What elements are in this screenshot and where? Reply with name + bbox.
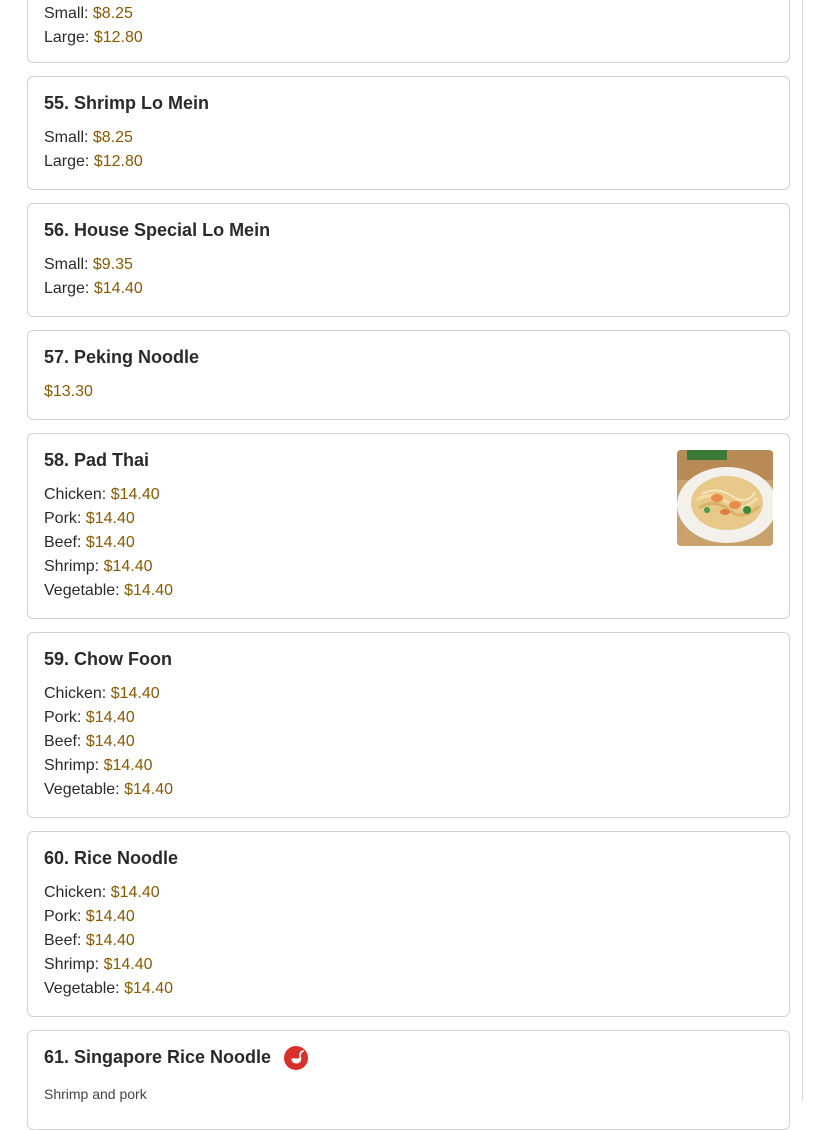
price-option: Large: $12.80 bbox=[44, 29, 143, 46]
item-title: 56. House Special Lo Mein bbox=[44, 220, 271, 240]
pad-thai-photo[interactable] bbox=[677, 450, 773, 546]
price-option: Small: $8.25 bbox=[44, 5, 133, 22]
price-option: Small: $8.25 bbox=[44, 129, 133, 146]
price-option: Vegetable: $14.40 bbox=[44, 781, 174, 798]
item-title: 55. Shrimp Lo Mein bbox=[44, 93, 210, 113]
menu-item-card[interactable] bbox=[27, 203, 790, 317]
item-title: 61. Singapore Rice Noodle bbox=[44, 1047, 272, 1067]
food-photo-icon bbox=[677, 450, 773, 546]
menu-item-card[interactable] bbox=[27, 1030, 790, 1130]
menu-item-card[interactable] bbox=[27, 433, 790, 619]
price-option: Chicken: $14.40 bbox=[44, 685, 160, 702]
price-option: Shrimp: $14.40 bbox=[44, 558, 153, 575]
price-option: Beef: $14.40 bbox=[44, 534, 135, 551]
price-option: Shrimp: $14.40 bbox=[44, 956, 153, 973]
item-title: 57. Peking Noodle bbox=[44, 347, 200, 367]
menu-item-card[interactable] bbox=[27, 831, 790, 1017]
price-option: Pork: $14.40 bbox=[44, 709, 135, 726]
price-option: Large: $12.80 bbox=[44, 153, 143, 170]
hot-pepper-icon bbox=[284, 1046, 308, 1070]
price-option: Small: $9.35 bbox=[44, 256, 133, 273]
price-option: Beef: $14.40 bbox=[44, 932, 135, 949]
price-option: Beef: $14.40 bbox=[44, 733, 135, 750]
item-title: 58. Pad Thai bbox=[44, 450, 150, 470]
item-title: 60. Rice Noodle bbox=[44, 848, 179, 868]
price-option: Shrimp: $14.40 bbox=[44, 757, 153, 774]
price-option: $13.30 bbox=[44, 383, 93, 400]
price-option: Large: $14.40 bbox=[44, 280, 143, 297]
item-title: 59. Chow Foon bbox=[44, 649, 172, 669]
scrollbar-track[interactable] bbox=[802, 0, 803, 1101]
menu-item-card[interactable] bbox=[27, 632, 790, 818]
item-title-row bbox=[44, 1045, 308, 1070]
price-option: Vegetable: $14.40 bbox=[44, 582, 174, 599]
item-description: Shrimp and pork bbox=[44, 1086, 147, 1102]
menu-item-card[interactable] bbox=[27, 0, 790, 63]
price-option: Pork: $14.40 bbox=[44, 510, 135, 527]
price-option: Vegetable: $14.40 bbox=[44, 980, 174, 997]
menu-item-card[interactable] bbox=[27, 330, 790, 420]
price-option: Chicken: $14.40 bbox=[44, 884, 160, 901]
price-option: Chicken: $14.40 bbox=[44, 486, 160, 503]
menu-item-card[interactable] bbox=[27, 76, 790, 190]
price-option: Pork: $14.40 bbox=[44, 908, 135, 925]
